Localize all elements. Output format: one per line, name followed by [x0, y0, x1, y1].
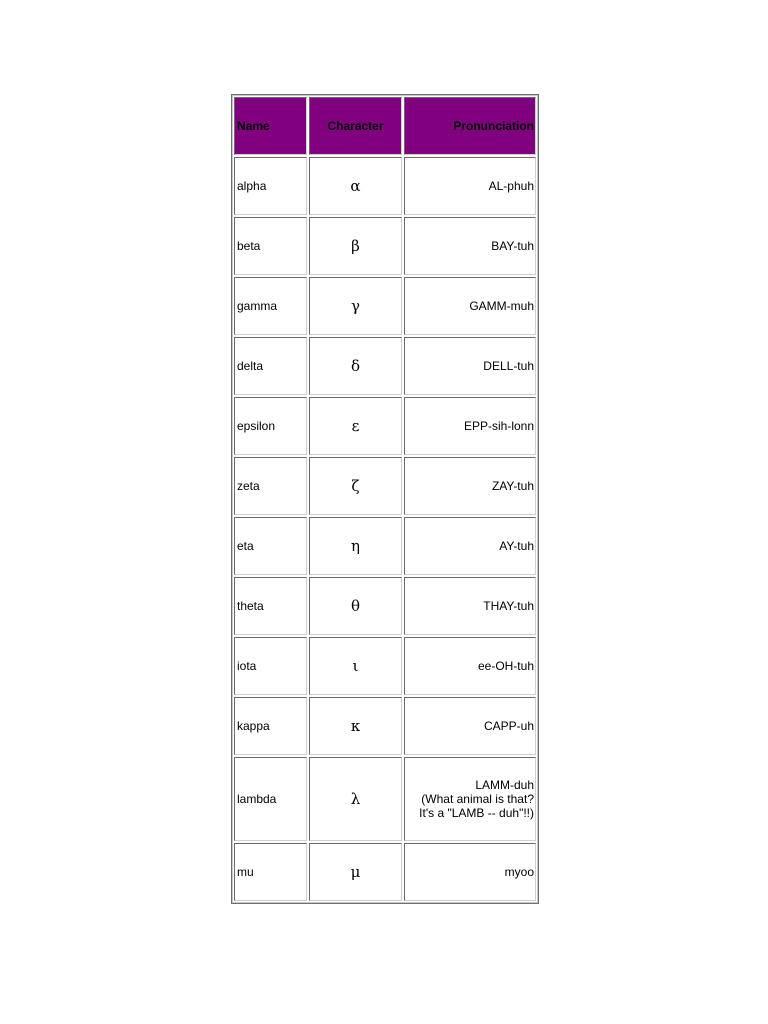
letter-character: λ: [309, 757, 402, 841]
letter-character: η: [309, 517, 402, 575]
pronunciation-line: DELL-tuh: [483, 359, 534, 373]
table-row: [234, 637, 536, 695]
pronunciation-line: AY-tuh: [499, 539, 534, 553]
letter-character: ι: [309, 637, 402, 695]
table-row: [234, 457, 536, 515]
pronunciation-line: GAMM-muh: [469, 299, 534, 313]
letter-name: kappa: [234, 697, 307, 755]
table-header-row: [234, 97, 536, 155]
letter-name: mu: [234, 843, 307, 901]
table-row: [234, 397, 536, 455]
pronunciation-note-line: (What animal is that?: [421, 792, 534, 806]
letter-pronunciation: [404, 757, 536, 841]
pronunciation-note-line: It's a "LAMB -- duh"!!): [419, 806, 534, 820]
letter-pronunciation: [404, 697, 536, 755]
header-pronunciation: Pronunciation: [404, 97, 536, 155]
letter-pronunciation: [404, 397, 536, 455]
letter-pronunciation: [404, 337, 536, 395]
letter-character: ζ: [309, 457, 402, 515]
table-row: [234, 517, 536, 575]
letter-character: θ: [309, 577, 402, 635]
table-row: [234, 157, 536, 215]
table-row: [234, 277, 536, 335]
letter-name: zeta: [234, 457, 307, 515]
letter-name: delta: [234, 337, 307, 395]
letter-name: eta: [234, 517, 307, 575]
letter-pronunciation: [404, 277, 536, 335]
letter-pronunciation: [404, 457, 536, 515]
table-row: [234, 843, 536, 901]
letter-name: beta: [234, 217, 307, 275]
letter-name: theta: [234, 577, 307, 635]
letter-pronunciation: [404, 637, 536, 695]
pronunciation-line: BAY-tuh: [491, 239, 534, 253]
letter-name: epsilon: [234, 397, 307, 455]
pronunciation-line: ZAY-tuh: [491, 479, 534, 493]
letter-name: gamma: [234, 277, 307, 335]
pronunciation-line: AL-phuh: [488, 179, 534, 193]
letter-character: μ: [309, 843, 402, 901]
pronunciation-line: EPP-sih-lonn: [463, 419, 534, 433]
table-row: [234, 337, 536, 395]
letter-pronunciation: [404, 217, 536, 275]
letter-character: γ: [309, 277, 402, 335]
table-row: [234, 217, 536, 275]
pronunciation-line: THAY-tuh: [483, 599, 534, 613]
greek-alphabet-table: [231, 94, 539, 904]
table-row: [234, 697, 536, 755]
letter-name: iota: [234, 637, 307, 695]
table-row: [234, 757, 536, 841]
letter-pronunciation: [404, 157, 536, 215]
header-character: Character: [309, 97, 402, 155]
pronunciation-line: LAMM-duh: [475, 778, 534, 792]
letter-pronunciation: [404, 517, 536, 575]
pronunciation-line: myoo: [504, 865, 534, 879]
letter-pronunciation: [404, 577, 536, 635]
letter-character: ε: [309, 397, 402, 455]
letter-character: δ: [309, 337, 402, 395]
letter-name: lambda: [234, 757, 307, 841]
pronunciation-line: CAPP-uh: [483, 719, 534, 733]
pronunciation-line: ee-OH-tuh: [477, 659, 534, 673]
letter-character: β: [309, 217, 402, 275]
header-name: Name: [234, 97, 307, 155]
letter-name: alpha: [234, 157, 307, 215]
letter-character: κ: [309, 697, 402, 755]
table-row: [234, 577, 536, 635]
letter-pronunciation: [404, 843, 536, 901]
letter-character: α: [309, 157, 402, 215]
